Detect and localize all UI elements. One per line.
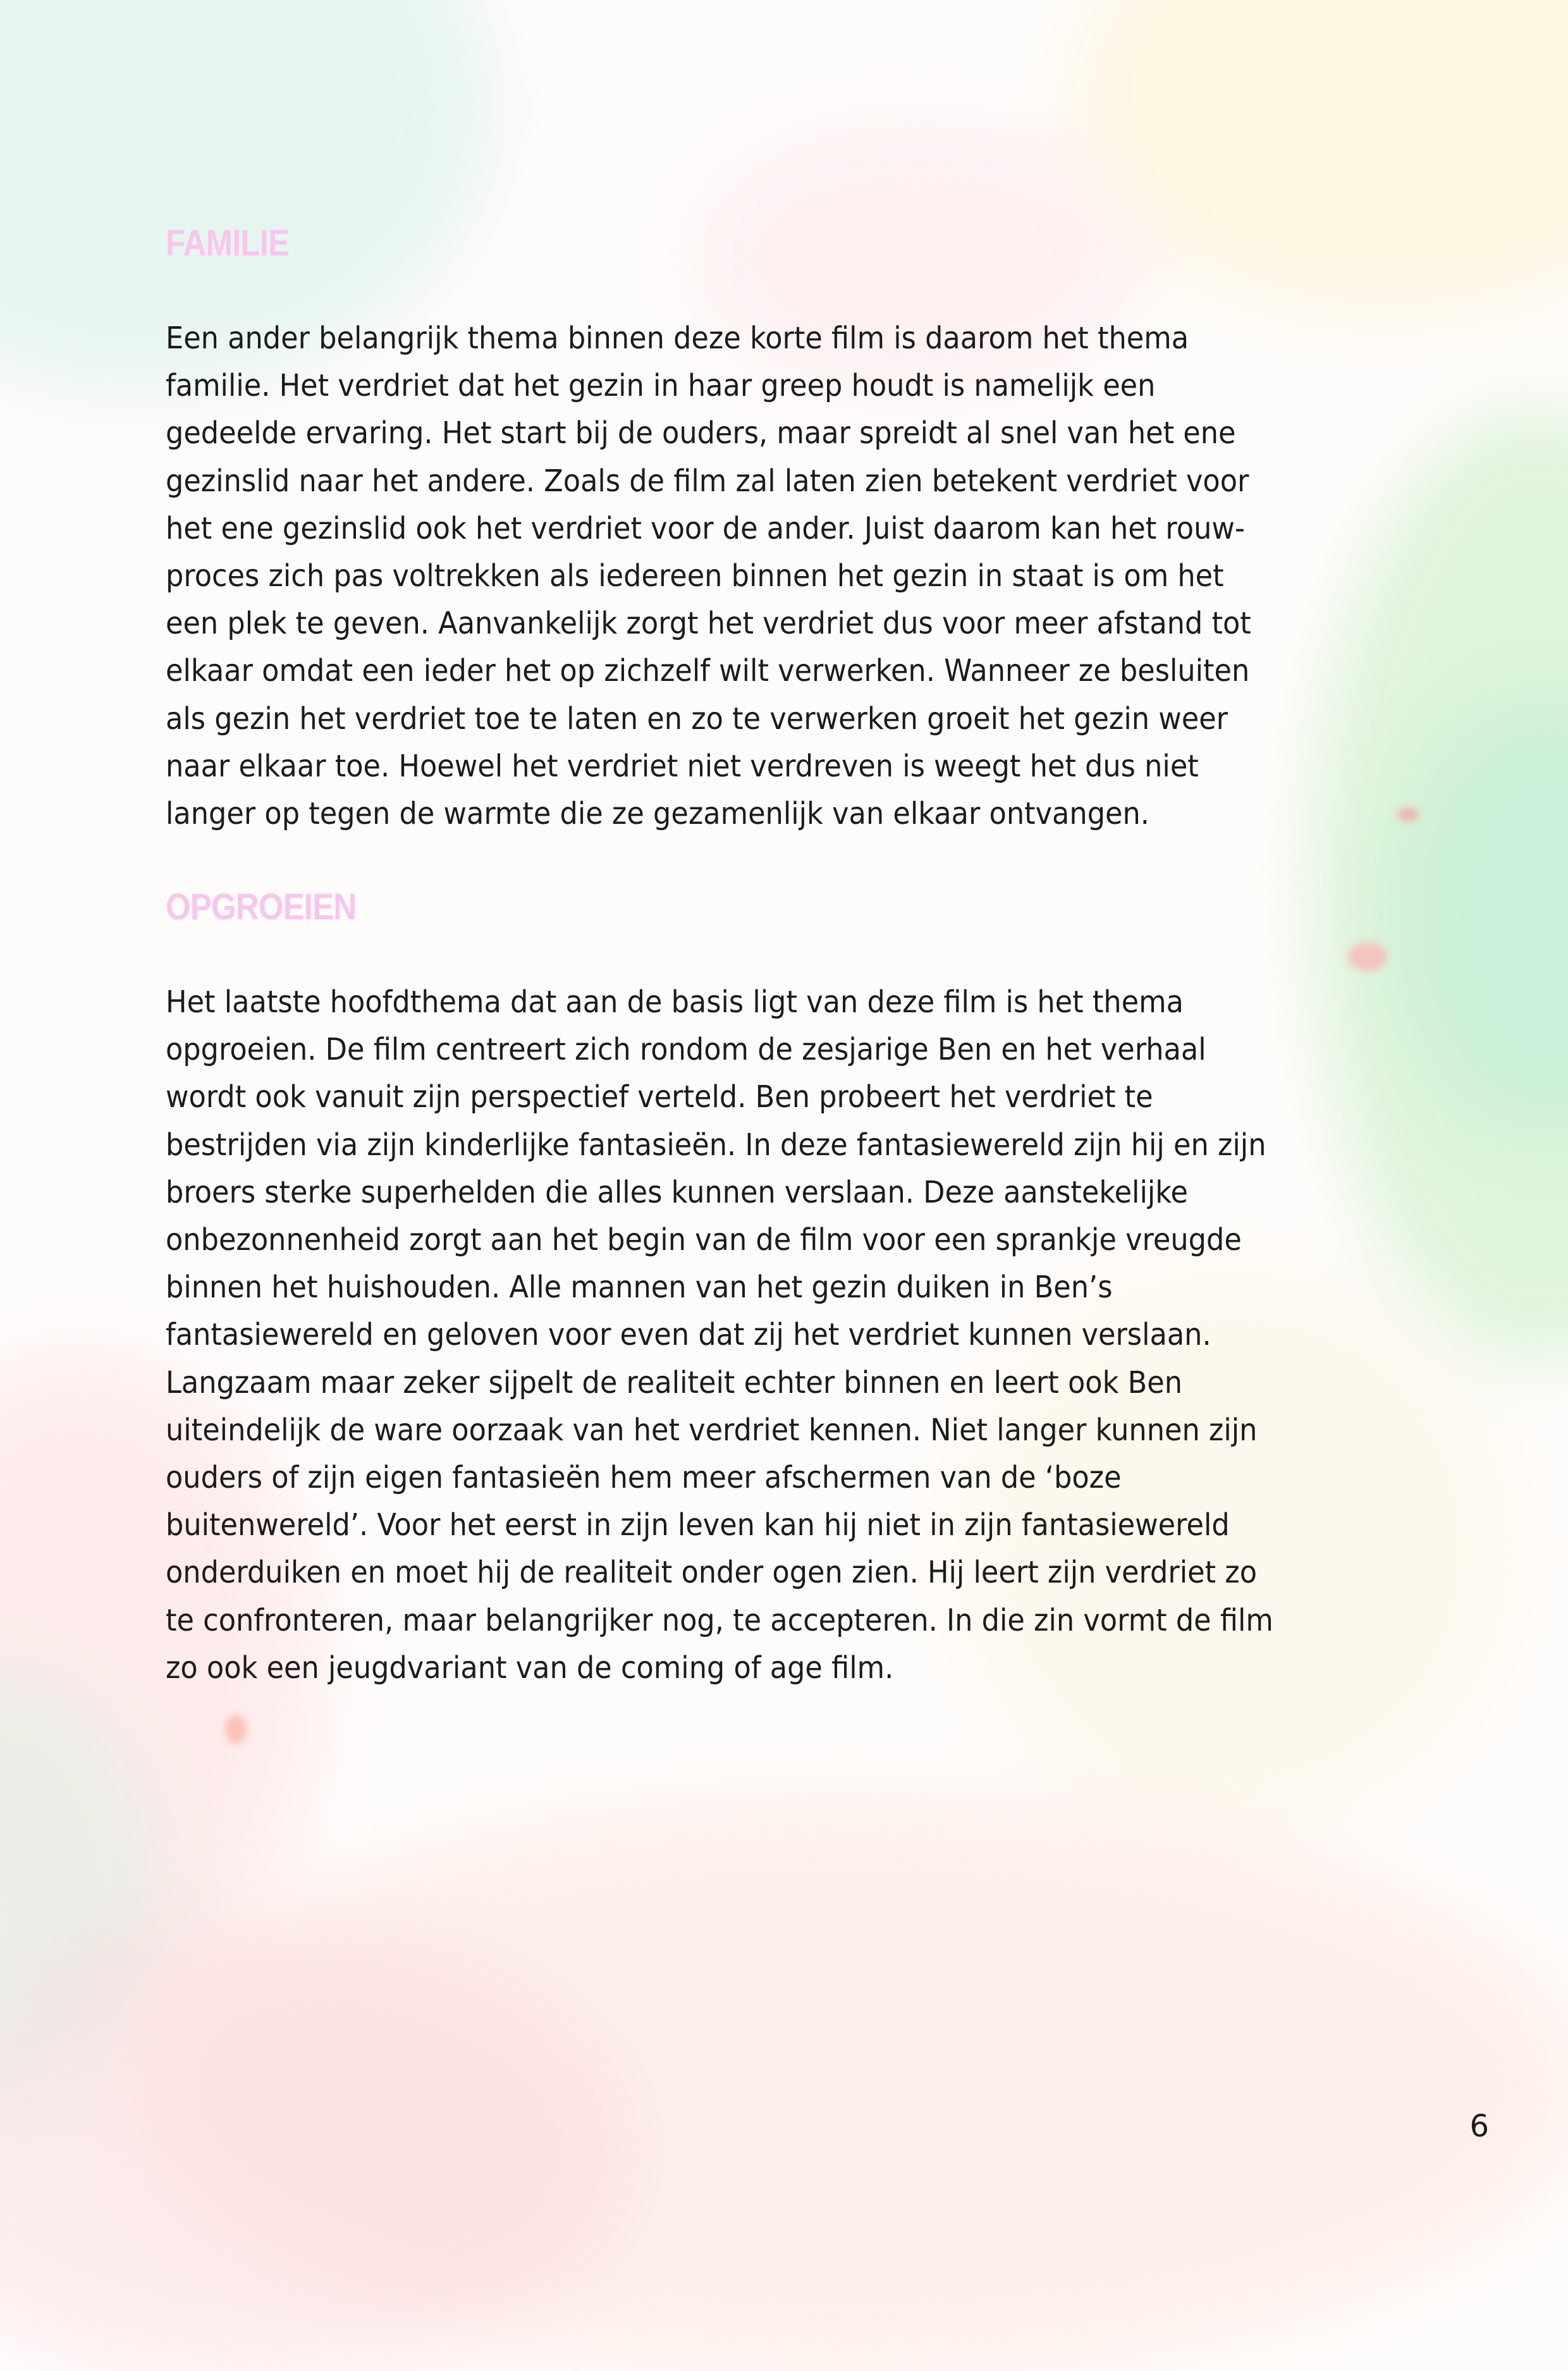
paragraph-line: het ene gezinslid ook het verdriet voor de ander. Juist daarom kan het rouw- bbox=[166, 510, 1246, 546]
paragraph-line: proces zich pas voltrekken als iedereen binnen het gezin in staat is om het bbox=[166, 558, 1224, 594]
paragraph-line: buitenwereld’. Voor het eerst in zijn leven kan hij niet in zijn fantasiewereld bbox=[166, 1507, 1230, 1543]
background-wash-pink-bottom bbox=[0, 1928, 632, 2371]
paragraph-line: binnen het huishouden. Alle mannen van het gezin duiken in Ben’s bbox=[166, 1270, 1113, 1306]
paragraph-line: Langzaam maar zeker sijpelt de realiteit echter binnen en leert ook Ben bbox=[166, 1364, 1183, 1400]
background-wash-peach bbox=[126, 1802, 1568, 2371]
paragraph-line: wordt ook vanuit zijn perspectief verteld. Ben probeert het verdriet te bbox=[166, 1079, 1153, 1115]
paragraph-line: opgroeien. De film centreert zich rondom de zesjarige Ben en het verhaal bbox=[166, 1032, 1206, 1068]
paragraph-line: ouders of zijn eigen fantasieën hem meer afschermen van de ‘boze bbox=[166, 1460, 1122, 1496]
paragraph-line: broers sterke superhelden die alles kunnen verslaan. Deze aanstekelijke bbox=[166, 1174, 1188, 1210]
paragraph-line: Het laatste hoofdthema dat aan de basis ligt van deze film is het thema bbox=[166, 984, 1184, 1020]
background-wash-teal bbox=[1391, 695, 1568, 1138]
paragraph-line: als gezin het verdriet toe te laten en zo te verwerken groeit het gezin weer bbox=[166, 701, 1228, 737]
background-wash-mint-bottom bbox=[0, 1676, 158, 2118]
paragraph-line: gezinslid naar het andere. Zoals de film zal laten zien betekent verdriet voor bbox=[166, 463, 1249, 499]
paragraph-line: naar elkaar toe. Hoewel het verdriet niet verdreven is weegt het dus niet bbox=[166, 748, 1199, 784]
page-number: 6 bbox=[1469, 2109, 1489, 2144]
section-paragraph bbox=[166, 315, 1333, 838]
paragraph-line: uiteindelijk de ware oorzaak van het verdriet kennen. Niet langer kunnen zijn bbox=[166, 1412, 1258, 1448]
section-heading: OPGROEIEN bbox=[166, 886, 357, 928]
paragraph-line: familie. Het verdriet dat het gezin in haar greep houdt is namelijk een bbox=[166, 368, 1156, 404]
paint-splash bbox=[225, 1715, 247, 1744]
paragraph-line: bestrijden via zijn kinderlijke fantasieën. In deze fantasiewereld zijn hij en zijn bbox=[166, 1127, 1266, 1163]
section-paragraph bbox=[166, 979, 1357, 1692]
paragraph-line: een plek te geven. Aanvankelijk zorgt het verdriet dus voor meer afstand tot bbox=[166, 606, 1251, 642]
paragraph-line: Een ander belangrijk thema binnen deze korte film is daarom het thema bbox=[166, 321, 1189, 356]
paragraph-line: te confronteren, maar belangrijker nog, te accepteren. In die zin vormt de film bbox=[166, 1602, 1273, 1638]
paragraph-line: gedeelde ervaring. Het start bij de ouders, maar spreidt al snel van het ene bbox=[166, 415, 1236, 451]
section-heading: FAMILIE bbox=[166, 223, 290, 264]
paint-splash bbox=[1397, 808, 1419, 821]
paint-splash bbox=[1348, 942, 1387, 971]
paragraph-line: onderduiken en moet hij de realiteit onder ogen zien. Hij leert zijn verdriet zo bbox=[166, 1555, 1258, 1591]
paragraph-line: fantasiewereld en geloven voor even dat zij het verdriet kunnen verslaan. bbox=[166, 1317, 1211, 1353]
paragraph-line: elkaar omdat een ieder het op zichzelf wilt verwerken. Wanneer ze besluiten bbox=[166, 653, 1250, 689]
background-wash-yellow bbox=[1075, 0, 1568, 316]
paragraph-line: langer op tegen de warmte die ze gezamenlijk van elkaar ontvangen. bbox=[166, 796, 1149, 832]
paragraph-line: zo ook een jeugdvariant van de coming of age film. bbox=[166, 1650, 894, 1686]
paragraph-line: onbezonnenheid zorgt aan het begin van de film voor een sprankje vreugde bbox=[166, 1222, 1242, 1258]
